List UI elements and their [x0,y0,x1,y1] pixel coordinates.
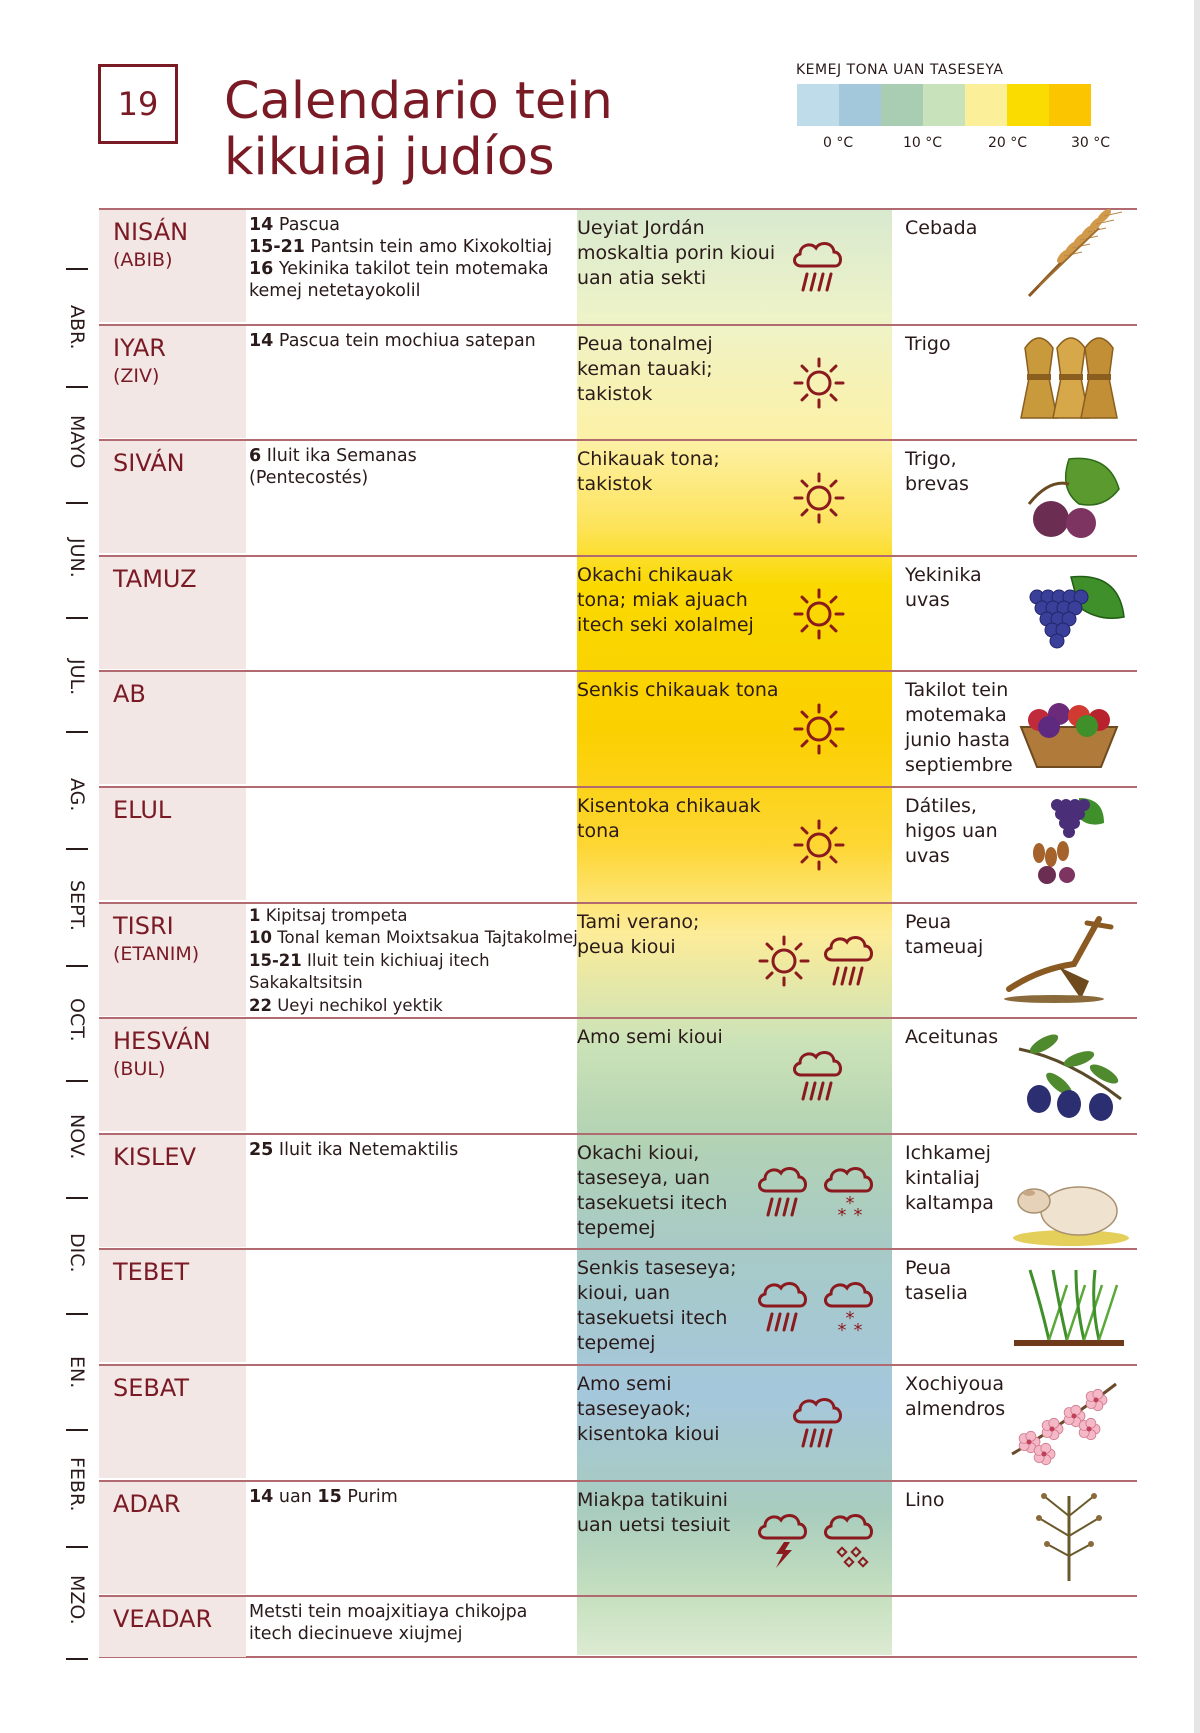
festival-day: 16 [249,259,274,279]
plow-icon [999,909,1119,1004]
festival-text: (Pentecostés) [249,468,369,489]
month-name-cell [99,788,246,900]
festival-text: Pascua [273,215,340,235]
crop-illustration [1004,1374,1124,1473]
festival-text: Sakakaltsitsin [249,973,363,993]
hebrew-month-name: TEBET [113,1258,190,1287]
weather-description: Amo semi kioui [577,1026,723,1049]
crop-illustration [1009,1486,1129,1585]
rain-cloud-icon [789,236,849,298]
weather-description: Senkis taseseya; kioui, uan tasekuetsi itech tepemej [577,1257,737,1355]
crop-activity: Takilot tein motemaka junio hasta septiembre [905,679,1013,777]
hebrew-month-name: NISÁN [113,218,189,246]
weather-description: Okachi kioui, taseseya, uan tasekuetsi itech tepemej [577,1141,728,1239]
crop-illustration [1009,1260,1129,1359]
month-row [99,1133,1137,1248]
hebrew-month-name: ELUL [113,796,172,824]
month-row [99,439,1137,554]
grapes-icon [1009,567,1129,662]
page-title-line1: Calendario tein [224,72,613,131]
crop-activity: Xochiyoua almendros [905,1373,1006,1420]
crop-illustration [1009,682,1129,781]
festival-day: 25 [249,1139,274,1160]
weather-icon-holder [754,1161,814,1227]
weather-icon-holder [789,1045,849,1111]
side-month-label: MZO. [66,1575,88,1625]
side-month-divider [66,965,88,967]
sun-icon [789,698,849,760]
month-name-cell [99,1019,246,1131]
side-month-label: FEBR. [66,1457,88,1512]
festival-day: 14 [249,330,274,351]
festival-list [249,1601,669,1645]
rain-cloud-icon [754,1161,814,1223]
crop-illustration [1009,793,1129,892]
crop-illustration [1009,1153,1129,1252]
month-name-cell [99,210,246,322]
hebrew-month-name: SIVÁN [113,449,185,478]
hebrew-month-name: KISLEV [113,1142,197,1171]
rain-cloud-icon [789,1392,849,1454]
side-month-label: NOV. [66,1114,88,1160]
hebrew-month-name: IYAR [113,333,166,362]
month-row [99,670,1137,785]
side-month-label: AG. [66,778,88,812]
side-month-divider [66,617,88,619]
festival-day: 15-21 [249,237,305,257]
festival-text: Pascua tein mochiua satepan [273,330,536,351]
festival-day: 1 [249,905,261,925]
month-name-cell [99,557,246,669]
festival-text: Iluit tein kichiuaj itech [301,950,490,970]
side-month-divider [66,1658,88,1660]
svg-text:*: * [845,1192,855,1214]
weather-icon-holder [820,1161,880,1227]
month-row [99,902,1137,1017]
side-month-label: OCT. [66,998,88,1042]
festival-text: Metsti tein moajxitiaya chikojpa [249,1602,528,1623]
hebrew-month-name: HESVÁN [113,1027,211,1056]
sun-icon [789,467,849,529]
festival-text: Iluit ika Semanas [261,446,417,467]
svg-text:*: * [853,1320,863,1339]
temperature-legend-bar [797,84,1091,126]
festival-day: 14 [249,215,274,235]
hebrew-month-alt-name: (ABIB) [113,249,173,271]
legend-label: 30 °C [1071,135,1111,151]
month-name-cell [99,904,246,1016]
month-row [99,324,1137,439]
weather-icon-holder [789,236,849,302]
sprouts-icon [1009,1260,1129,1355]
legend-swatch [923,84,965,126]
festival-text: Iluit ika Netemaktilis [273,1139,459,1160]
storm-cloud-icon [754,1508,814,1570]
rain-cloud-icon [820,930,880,992]
barley-icon [1009,208,1129,303]
festival-text: Pantsin tein amo Kixokoltiaj [304,237,553,257]
legend-swatch [965,84,1007,126]
month-row [99,1248,1137,1363]
crop-activity: Aceitunas [905,1026,999,1049]
sun-icon [754,930,814,992]
weather-description: Tami verano; peua kioui [577,910,700,958]
side-month-label: DIC. [66,1233,88,1273]
page-number: 19 [117,85,159,123]
weather-description: Ueyiat Jordán moskaltia porin kioui uan atia sekti [577,217,776,289]
legend-swatch [1049,84,1091,126]
weather-description: Amo semi taseseyaok; kisentoka kioui [577,1373,720,1445]
sun-icon [789,814,849,876]
side-month-divider [66,268,88,270]
festival-text: Yekinika takilot tein motemaka [273,259,549,279]
weather-icon-holder [820,1276,880,1342]
crop-activity: Trigo [905,332,951,355]
almond-blossom-icon [1004,1374,1124,1469]
side-month-label: SEPT. [66,880,88,931]
hebrew-month-name: TISRI [113,911,174,940]
snow-cloud-icon [820,1276,880,1338]
weather-description: Kisentoka chikauak tona [577,795,761,842]
festival-day: 6 [249,446,262,467]
legend-swatch [839,84,881,126]
month-row [99,1595,1137,1658]
svg-text:*: * [845,1308,855,1330]
legend-swatch [881,84,923,126]
month-name-cell [99,672,246,784]
legend-label: 0 °C [823,135,854,151]
side-month-divider [66,731,88,733]
weather-icon-holder [789,352,849,418]
month-row [99,786,1137,901]
rain-cloud-icon [789,1045,849,1107]
weather-description: Peua tonalmej keman tauaki; takistok [577,332,713,405]
crop-activity: Cebada [905,217,978,239]
side-month-divider [66,502,88,504]
temperature-legend-title: KEMEJ TONA UAN TASESEYA [796,62,1004,78]
crop-illustration [1009,449,1129,548]
festival-entry [249,972,669,995]
legend-label: 10 °C [903,135,943,151]
month-row [99,1364,1137,1479]
page-edge [1194,0,1200,1733]
sheep-icon [1009,1153,1129,1248]
festival-day: 15-21 [249,950,302,970]
svg-text:*: * [837,1320,847,1339]
hebrew-month-alt-name: (ETANIM) [113,942,200,965]
festival-entry [249,995,669,1018]
crop-activity: Peua taselia [905,1257,968,1305]
side-month-divider [66,1429,88,1431]
festival-text: itech diecinueve xiujmej [249,1624,463,1645]
festival-day: 14 [249,1486,274,1507]
festival-entry [249,1623,669,1645]
festival-day: 10 [249,928,272,948]
hebrew-month-alt-name: (ZIV) [113,364,160,387]
hebrew-month-name: VEADAR [113,1605,213,1634]
page-title-line2: kikuiaj judíos [224,128,555,187]
hebrew-month-name: ADAR [113,1489,181,1518]
weather-icon-holder [820,1508,880,1574]
month-name-cell [99,441,246,553]
side-month-divider [66,1080,88,1082]
side-month-label: EN. [66,1356,88,1389]
month-row [99,208,1137,323]
weather-icon-holder [754,1276,814,1342]
side-month-divider [66,386,88,388]
weather-icon-holder [754,1508,814,1574]
crop-activity: Trigo, brevas [905,448,969,496]
legend-swatch [1007,84,1049,126]
weather-icon-holder [789,814,849,880]
weather-description: Chikauak tona; takistok [577,448,720,496]
side-month-label: JUL. [66,659,88,696]
svg-text:*: * [837,1204,847,1223]
weather-description: Miakpa tatikuini uan uetsi tesiuit [577,1488,731,1536]
dates-figs-grapes-icon [1009,793,1129,888]
fig-icon [1009,449,1129,544]
crop-illustration [999,909,1119,1008]
weather-icon-holder [820,930,880,996]
month-name-cell [99,1366,246,1478]
weather-description: Okachi chikauak tona; miak ajuach itech seki xolalmej [577,563,754,636]
weather-icon-holder [789,583,849,649]
side-month-divider [66,848,88,850]
crop-activity: Lino [905,1488,945,1511]
wheat-sheaves-icon [1009,328,1129,423]
crop-activity: Dátiles, higos uan uvas [905,795,998,867]
fruit-basket-icon [1009,682,1129,777]
weather-description: Senkis chikauak tona [577,679,779,702]
hebrew-month-name: SEBAT [113,1374,190,1402]
festival-text: Ueyi nechikol yektik [271,995,443,1015]
festival-day: 22 [249,995,272,1015]
weather-icon-holder [789,467,849,533]
snow-cloud-icon [820,1161,880,1223]
hebrew-month-name: AB [113,680,146,709]
hebrew-month-name: TAMUZ [113,564,197,593]
crop-activity: Yekinika uvas [905,563,982,611]
hail-cloud-icon [820,1508,880,1570]
festival-text: uan [273,1486,318,1507]
svg-text:*: * [853,1204,863,1223]
month-name-cell [99,326,246,438]
month-name-cell [99,1597,246,1657]
page-number-box [98,64,178,144]
crop-illustration [1009,208,1129,307]
sun-icon [789,352,849,414]
legend-label: 20 °C [988,135,1028,151]
festival-day: 15 [317,1486,342,1507]
crop-activity: Ichkamej kintaliaj kaltampa [905,1141,994,1214]
month-name-cell [99,1250,246,1362]
festival-text: Kipitsaj trompeta [260,905,408,925]
month-row [99,555,1137,670]
crop-activity: Peua tameuaj [905,910,984,958]
flax-icon [1009,1486,1129,1581]
side-month-divider [66,1197,88,1199]
month-row [99,1480,1137,1595]
side-month-divider [66,1546,88,1548]
weather-icon-holder [789,1392,849,1458]
legend-swatch [797,84,839,126]
festival-text: Tonal keman Moixtsakua Tajtakolmej [271,928,578,948]
crop-illustration [1009,328,1129,427]
hebrew-month-alt-name: (BUL) [113,1058,166,1081]
side-month-label: MAYO [66,415,88,469]
olives-icon [1009,1029,1129,1124]
weather-icon-holder [789,698,849,764]
festival-entry [249,1601,669,1623]
page-title [224,74,613,186]
crop-illustration [1009,567,1129,666]
crop-illustration [1009,1029,1129,1128]
side-month-label: JUN. [66,538,88,578]
festival-text: Purim [341,1486,398,1507]
side-month-label: ABR. [66,305,88,350]
sun-icon [789,583,849,645]
festival-text: kemej netetayokolil [249,281,421,301]
weather-icon-holder [754,930,814,996]
month-name-cell [99,1482,246,1594]
month-row [99,1017,1137,1132]
side-month-divider [66,1313,88,1315]
month-name-cell [99,1135,246,1247]
rain-cloud-icon [754,1276,814,1338]
